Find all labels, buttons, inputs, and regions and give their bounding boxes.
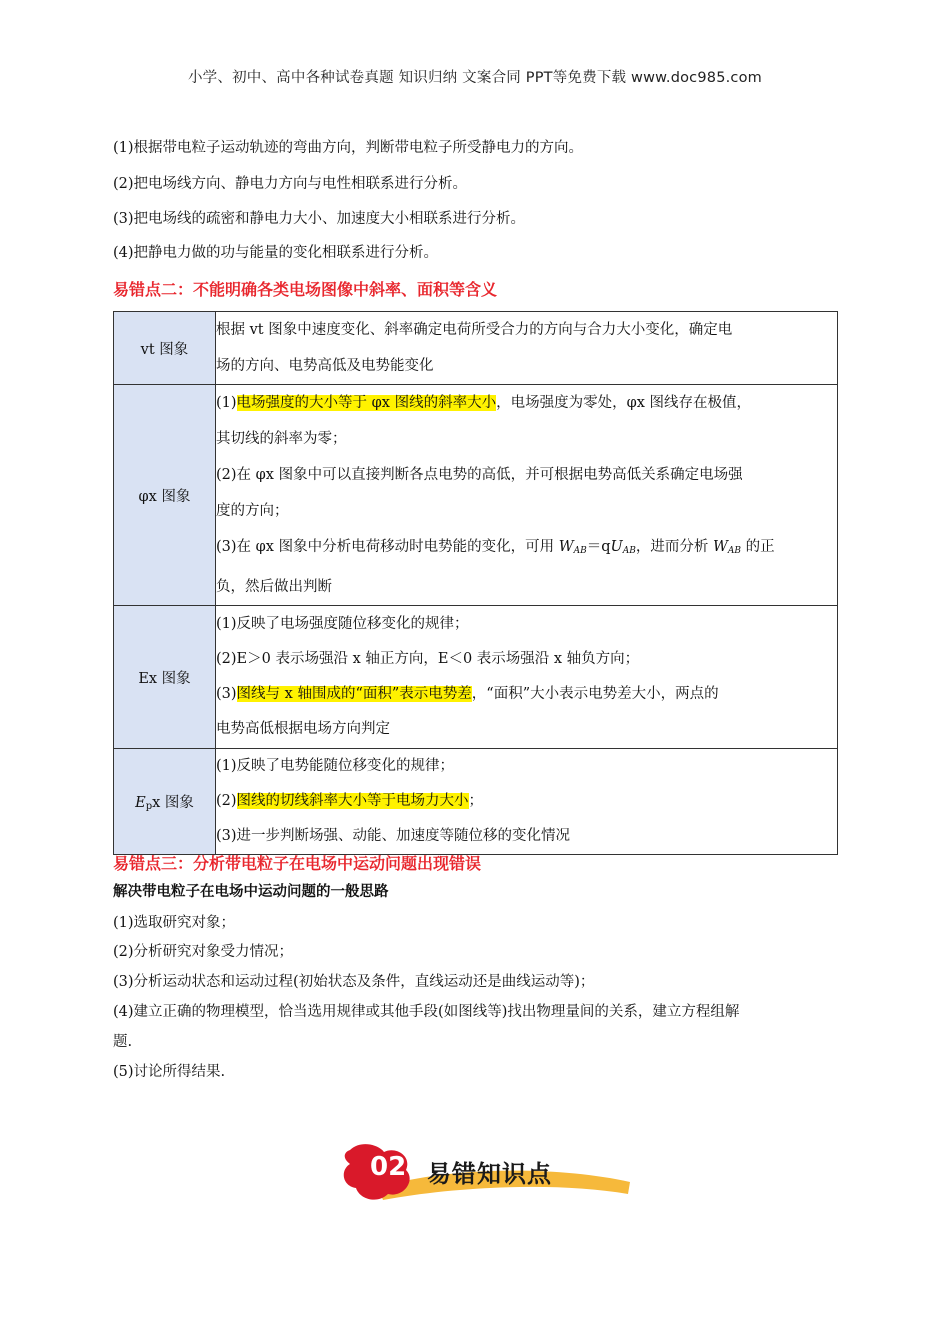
heading-mistake-3: 易错点三：分析带电粒子在电场中运动问题出现错误 (113, 854, 482, 873)
row-label-vt: vt 图象 (114, 312, 216, 385)
banner-title: 易错知识点 (427, 1160, 552, 1188)
intro-line-1: (1)根据带电粒子运动轨迹的弯曲方向，判断带电粒子所受静电力的方向。 (113, 140, 584, 156)
subscript-AB: AB (727, 546, 742, 556)
ex-line-1: (1)反映了电场强度随位移变化的规律； (216, 616, 469, 632)
vt-line-2: 场的方向、电势高低及电势能变化 (216, 358, 434, 374)
epx-l2-prefix: (2) (216, 793, 237, 809)
step-2: (2)分析研究对象受力情况； (113, 944, 294, 960)
epx-l2-suffix: ； (468, 793, 484, 809)
epx-line-1: (1)反映了电势能随位移变化的规律； (216, 758, 455, 774)
step-5: (5)讨论所得结果. (113, 1064, 226, 1080)
step-4: (4)建立正确的物理模型，恰当选用规律或其他手段(如图线等)找出物理量间的关系，建立方程组解 (113, 1004, 740, 1020)
row-label-phix: φx 图象 (114, 385, 216, 606)
highlight-phix-slope: 电场强度的大小等于 φx 图线的斜率大小 (236, 395, 497, 411)
table-row-epx (114, 749, 838, 855)
phix-l1-suffix: ，电场强度为零处，φx 图线存在极值， (496, 395, 752, 411)
ex-line-3 (216, 677, 837, 712)
phix-l5-b: ，进而分析 (635, 539, 713, 555)
intro-line-4: (4)把静电力做的功与能量的变化相联系进行分析。 (113, 245, 439, 261)
subscript-AB: AB (622, 546, 636, 556)
epx-line-2 (216, 784, 837, 819)
page-header: 小学、初中、高中各种试卷真题 知识归纳 文案合同 PPT等免费下载 www.doc985.com (187, 70, 763, 86)
phix-l5-c: 的正 (741, 539, 775, 555)
table-row-vt (114, 312, 838, 385)
row-label-ex: Ex 图象 (114, 606, 216, 749)
symbol-W: W (713, 539, 728, 555)
phix-line-3: (2)在 φx 图象中可以直接判断各点电势的高低，并可根据电势高低关系确定电场强 (216, 467, 743, 483)
table-row-ex (114, 606, 838, 749)
ex-l3-suffix: ，“面积”大小表示电势差大小，两点的 (471, 686, 719, 702)
subheading-approach: 解决带电粒子在电场中运动问题的一般思路 (113, 884, 389, 900)
step-1: (1)选取研究对象； (113, 915, 236, 931)
intro-line-2: (2)把电场线方向、静电力方向与电性相联系进行分析。 (113, 176, 468, 192)
vt-line-1: 根据 vt 图象中速度变化、斜率确定电荷所受合力的方向与合力大小变化，确定电 (216, 322, 733, 338)
highlight-epx-slope: 图线的切线斜率大小等于电场力大小 (236, 793, 469, 809)
label-sub-p: p (145, 801, 153, 812)
highlight-ex-area: 图线与 x 轴围成的“面积”表示电势差 (236, 686, 472, 702)
step-3: (3)分析运动状态和运动过程(初始状态及条件，直线运动还是曲线运动等)； (113, 974, 595, 990)
table-row-phix (114, 385, 838, 606)
ex-line-2: (2)E＞0 表示场强沿 x 轴正方向，E＜0 表示场强沿 x 轴负方向； (216, 651, 640, 667)
ex-l3-prefix: (3) (216, 686, 237, 702)
phix-line-1 (216, 385, 837, 421)
intro-line-3: (3)把电场线的疏密和静电力大小、加速度大小相联系进行分析。 (113, 211, 526, 227)
symbol-W: W (558, 539, 574, 555)
phix-l5-a: (3)在 φx 图象中分析电荷移动时电势能的变化，可用 (216, 539, 559, 555)
row-label-epx (114, 749, 216, 855)
symbol-U: U (610, 539, 623, 555)
phix-l5-eq: ＝q (586, 539, 611, 555)
banner-number: 02 (370, 1152, 407, 1182)
phix-l1-prefix: (1) (216, 395, 237, 411)
graph-meaning-table (113, 311, 838, 855)
step-4-cont: 题. (113, 1034, 133, 1050)
heading-mistake-2: 易错点二：不能明确各类电场图像中斜率、面积等含义 (113, 280, 498, 299)
label-rest: x 图象 (152, 795, 194, 811)
phix-line-5 (216, 529, 837, 569)
subscript-AB: AB (573, 546, 587, 556)
epx-line-3: (3)进一步判断场强、动能、加速度等随位移的变化情况 (216, 828, 571, 844)
phix-line-2: 其切线的斜率为零； (216, 431, 347, 447)
phix-line-6: 负，然后做出判断 (216, 579, 332, 595)
label-E: E (135, 795, 146, 811)
phix-line-4: 度的方向； (216, 503, 289, 519)
ex-line-4: 电势高低根据电场方向判定 (216, 721, 390, 737)
